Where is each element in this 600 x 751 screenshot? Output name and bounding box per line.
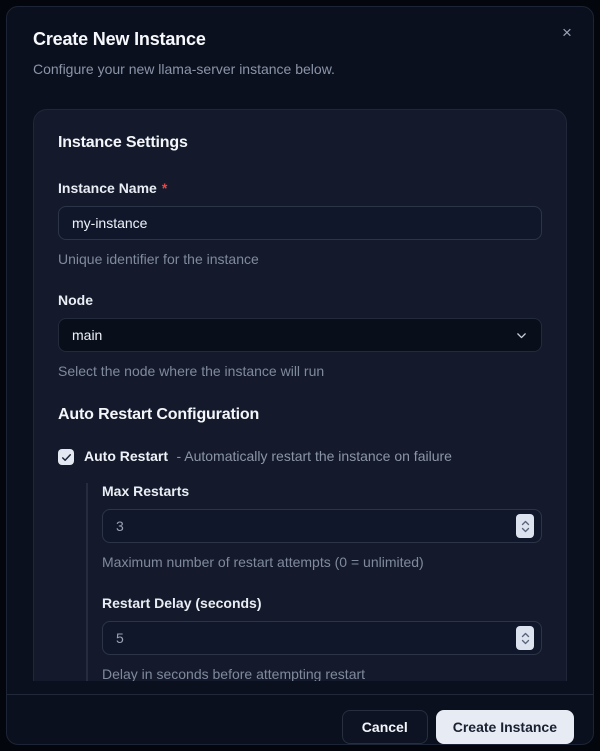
- max-restarts-label: Max Restarts: [102, 483, 190, 499]
- auto-restart-checkbox-row: [58, 448, 542, 466]
- max-restarts-input[interactable]: [102, 509, 542, 543]
- create-instance-modal: [6, 6, 594, 745]
- number-stepper-icon[interactable]: [516, 514, 534, 538]
- node-select-value: main: [72, 327, 103, 343]
- max-restarts-field-group: [102, 483, 542, 571]
- modal-header: [7, 7, 593, 78]
- instance-name-field-group: [58, 180, 542, 268]
- modal-title: Create New Instance: [33, 29, 206, 49]
- max-restarts-help: Maximum number of restart attempts (0 = unlimited): [102, 554, 424, 570]
- instance-name-help: Unique identifier for the instance: [58, 251, 259, 267]
- auto-restart-checkbox[interactable]: [58, 449, 74, 465]
- instance-name-label-text: Instance Name: [58, 180, 157, 196]
- number-stepper-icon[interactable]: [516, 626, 534, 650]
- instance-settings-title: Instance Settings: [58, 134, 188, 151]
- modal-footer: [7, 694, 593, 744]
- restart-delay-field-group: [102, 595, 542, 681]
- node-help: Select the node where the instance will run: [58, 363, 325, 379]
- restart-delay-label: Restart Delay (seconds): [102, 595, 262, 611]
- instance-name-label: [58, 180, 542, 197]
- auto-restart-section-title: Auto Restart Configuration: [58, 406, 260, 423]
- auto-restart-label[interactable]: Auto Restart: [84, 448, 169, 464]
- node-label: Node: [58, 292, 93, 308]
- chevron-down-icon: [515, 329, 528, 342]
- create-instance-button[interactable]: Create Instance: [436, 710, 574, 744]
- restart-delay-help: Delay in seconds before attempting restart: [102, 666, 366, 681]
- close-icon[interactable]: ×: [555, 21, 579, 45]
- node-select[interactable]: [58, 318, 542, 352]
- cancel-button[interactable]: Cancel: [342, 710, 428, 744]
- restart-delay-input[interactable]: [102, 621, 542, 655]
- auto-restart-description: - Automatically restart the instance on failure: [176, 448, 452, 464]
- instance-settings-card: [33, 109, 567, 681]
- check-icon: [61, 452, 72, 463]
- modal-subtitle: Configure your new llama-server instance below.: [33, 61, 335, 77]
- required-asterisk: *: [161, 180, 168, 196]
- modal-scroll-area[interactable]: [7, 109, 593, 681]
- auto-restart-options: [86, 483, 542, 681]
- node-field-group: [58, 292, 542, 380]
- instance-name-input[interactable]: [58, 206, 542, 240]
